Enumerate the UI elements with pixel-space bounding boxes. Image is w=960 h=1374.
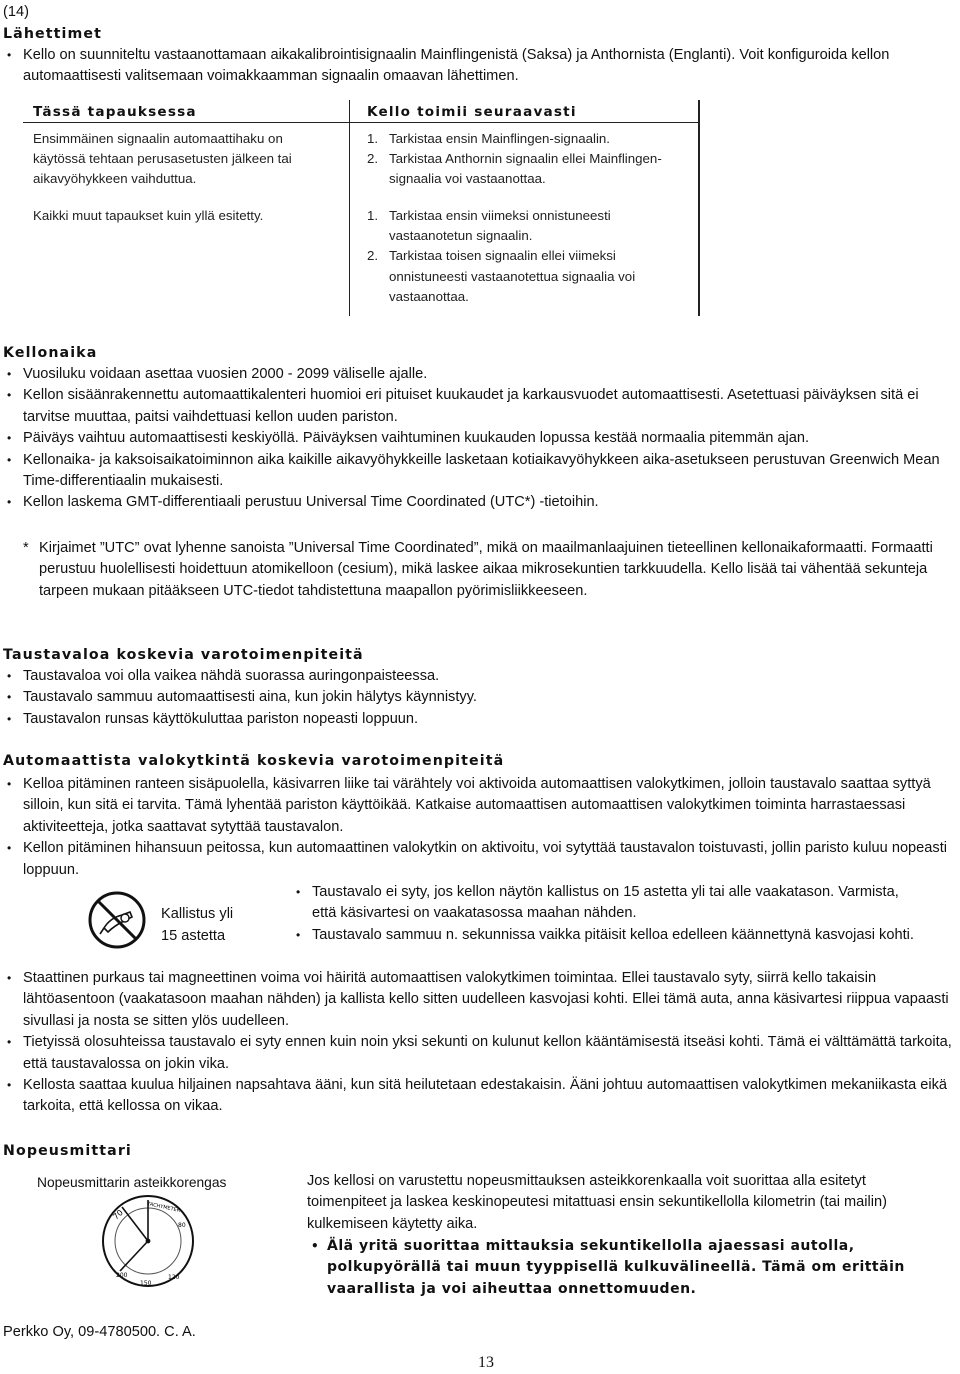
list-item: • Staattinen purkaus tai magneettinen voima voi häiritä automaattisen valokytkimen toimintaa. Ellei taustavalo syty, siirrä kello takaisin lähtöasentoon (vaakatasoon maahan nähden) ja kallista kello sitten uudelleen kasvojasi kohti. Ellei tämä auta, anna käsivartesi riippua vapaasti sivullasi ja nosta se sitten ylös uudelleen. [3, 968, 953, 1032]
dial-label: 120 [168, 1274, 180, 1281]
dial-label: 80 [178, 1222, 186, 1229]
list-item: • Kellosta saattaa kuulua hiljainen napsahtava ääni, kun sitä heilutetaan edestakaisin. Ääni johtuu automaattisen valokytkimen mekaniikasta eikä tarkoita, että kellossa on vikaa. [3, 1075, 953, 1118]
section-title-taustavalo: Taustavaloa koskevia varotoimenpiteitä [3, 647, 364, 663]
list-item: • Kellonaika- ja kaksoisaikatoiminnon aika kaikille aikavyöhykkeille lasketaan kotiaikavyöhykkeen aika-asetukseen perustuvan Greenwich Mean Time-differentiaalin mukaisesti. [3, 450, 953, 493]
section-title-valokytkin: Automaattista valokytkintä koskevia varotoimenpiteitä [3, 753, 505, 769]
tilt-figure [84, 888, 150, 952]
page-marker: (14) [3, 4, 29, 20]
table-column-divider [349, 100, 350, 316]
table-right-border [698, 100, 700, 316]
section-title-kellonaika: Kellonaika [3, 345, 98, 361]
list-item: • Taustavalon runsas käyttökuluttaa pariston nopeasti loppuun. [3, 709, 953, 730]
list-item: • Kelloa pitäminen ranteen sisäpuolella, käsivarren liike tai värähtely voi aktivoida automaattisen valokytkimen, jolloin taustavalo saattaa syttyä silloin, kun sitä ei tarvita. Tämä lyhentää pariston käyttöikää. Katkaise automaattisen automaattisen valokytkimen toiminta harrastaessasi aktiviteetteja, jotka saattavat sytyttää taustavalon. [3, 774, 953, 838]
step-item: 2. Tarkistaa Anthornin signaalin ellei Mainflingen-signaalia voi vastaanottaa. [367, 151, 662, 187]
table-row-1-steps [367, 129, 691, 190]
kellonaika-list [3, 364, 953, 514]
table-row-2-case: Kaikki muut tapaukset kuin yllä esitetty. [33, 208, 264, 223]
lahettimet-list [3, 45, 953, 88]
list-item: • Kellon sisäänrakennettu automaattikalenteri huomioi eri pituiset kuukaudet ja karkausvuodet automaattisesti. Asetettuasi päiväyksen sitä ei tarvitse muuttaa, paitsi vaihdettuasi kellon uuden pariston. [3, 385, 953, 428]
list-item: • Taustavalo sammuu automaattisesti aina, kun jokin hälytys käynnistyy. [3, 687, 953, 708]
footnote-text: Kirjaimet ”UTC” ovat lyhenne sanoista ”Universal Time Coordinated”, mikä on maailmanlaajuinen tieteellinen kellonaikaformaatti. Formaatti perustuu huolellisesti hoidettuun atomikelloon (cesium), mikä laskee aikaa mikrosekuntien tarkkuudella. Kello lisää tai vähentää sekunteja tarpeen mukaan pitääkseen UTC-tiedot tahdistettuna maapallon pyörimisliikkeeseen. [39, 540, 933, 599]
utc-footnote [3, 538, 953, 602]
list-item: • Kellon laskema GMT-differentiaali perustuu Universal Time Coordinated (UTC*) -tietoihin. [3, 492, 953, 513]
list-item: • Kello on suunniteltu vastaanottamaan aikakalibrointisignaalin Mainflingenistä (Saksa) ja Anthornista (Englanti). Voit konfiguroida kellon automaattisesti valitsemaan voimakkaamman signaalin omaavan lähettimen. [3, 45, 953, 88]
valokytkin-list-top [3, 774, 953, 881]
section-title-lahettimet: Lähettimet [3, 26, 102, 42]
taustavalo-list [3, 666, 953, 730]
tachymeter-figure [100, 1193, 196, 1289]
list-item: • Kellon pitäminen hihansuun peitossa, kun automaattinen valokytkin on aktivoitu, voi sytyttää taustavalon toistuvasti, jollin paristo kuluu nopeasti loppuun. [3, 838, 953, 881]
section-title-nopeusmittari: Nopeusmittari [3, 1143, 132, 1159]
no-tilt-icon [84, 888, 150, 952]
table-row-1-case: Ensimmäinen signaalin automaattihaku on käytössä tehtaan perusasetusten jälkeen tai aikavyöhykkeen vaihduttua. [33, 131, 292, 187]
step-item: 2. Tarkistaa toisen signaalin ellei viimeksi onnistuneesti vastaanotettua signaalia voi vastaanottaa. [367, 248, 636, 304]
list-item: • Taustavaloa voi olla vaikea nähdä suorassa auringonpaisteessa. [3, 666, 953, 687]
transmitter-table [23, 100, 700, 316]
page-number: 13 [478, 1354, 494, 1371]
list-item: • Vuosiluku voidaan asettaa vuosien 2000 - 2099 väliselle ajalle. [3, 364, 953, 385]
dial-label: 150 [140, 1280, 152, 1287]
valokytkin-list-bottom [3, 968, 953, 1118]
list-item: • Taustavalo sammuu n. sekunnissa vaikka pitäisit kelloa edelleen käännettynä kasvojasi kohti. [292, 925, 922, 946]
table-row-2-steps [367, 206, 685, 307]
footer-company: Perkko Oy, 09-4780500. C. A. [3, 1324, 196, 1340]
tachymeter-dial-icon [100, 1193, 196, 1289]
list-item: • Taustavalo ei syty, jos kellon näytön kallistus on 15 astetta yli tai alle vaakatason. Varmista, että käsivartesi on vaakatasossa maahan nähden. [292, 882, 922, 925]
valokytkin-figure-list [292, 882, 922, 946]
tachymeter-caption: Nopeusmittarin asteikkorengas [37, 1175, 227, 1190]
list-item: • Tietyissä olosuhteissa taustavalo ei syty ennen kuin noin yksi sekunti on kulunut kellon kääntämisestä itseäsi kohti. Tämä ei välttämättä tarkoita, että taustavalossa on jokin vika. [3, 1032, 953, 1075]
list-item: • Älä yritä suorittaa mittauksia sekuntikellolla ajaessasi autolla, polkupyörällä tai muun tyyppisellä kulkuvälineellä. Tämä om erittäin vaarallista ja voi aiheuttaa onnettomuuden. [307, 1236, 947, 1300]
tilt-label-line1: Kallistus yli [161, 906, 234, 922]
list-item: • Päiväys vaihtuu automaattisesti keskiyöllä. Päiväyksen vaihtuminen kuukauden lopussa kestää normaalia pitemmän ajan. [3, 428, 953, 449]
step-item: 1. Tarkistaa ensin viimeksi onnistuneesti vastaanotetun signaalin. [367, 208, 611, 244]
tilt-label-line2: 15 astetta [161, 928, 226, 944]
footnote-mark: * [23, 540, 29, 556]
table-header-action: Kello toimii seuraavasti [367, 104, 577, 120]
dial-label: 200 [116, 1272, 128, 1279]
nopeusmittari-paragraph: Jos kellosi on varustettu nopeusmittauksen asteikkorenkaalla voit suorittaa alla esitetyt toimenpiteet ja laskea keskinopeutesi mitattuasi ensin sekuntikellolla kilometrin (tai mailin) kulkemiseen käytetty aika. [307, 1173, 887, 1232]
step-item: 1. Tarkistaa ensin Mainflingen-signaalin. [367, 131, 610, 146]
dial-label: 70 [111, 1207, 125, 1222]
dial-label: TACHYMETER [146, 1201, 181, 1214]
nopeusmittari-warning-list [307, 1236, 947, 1300]
table-header-case: Tässä tapauksessa [33, 104, 197, 120]
